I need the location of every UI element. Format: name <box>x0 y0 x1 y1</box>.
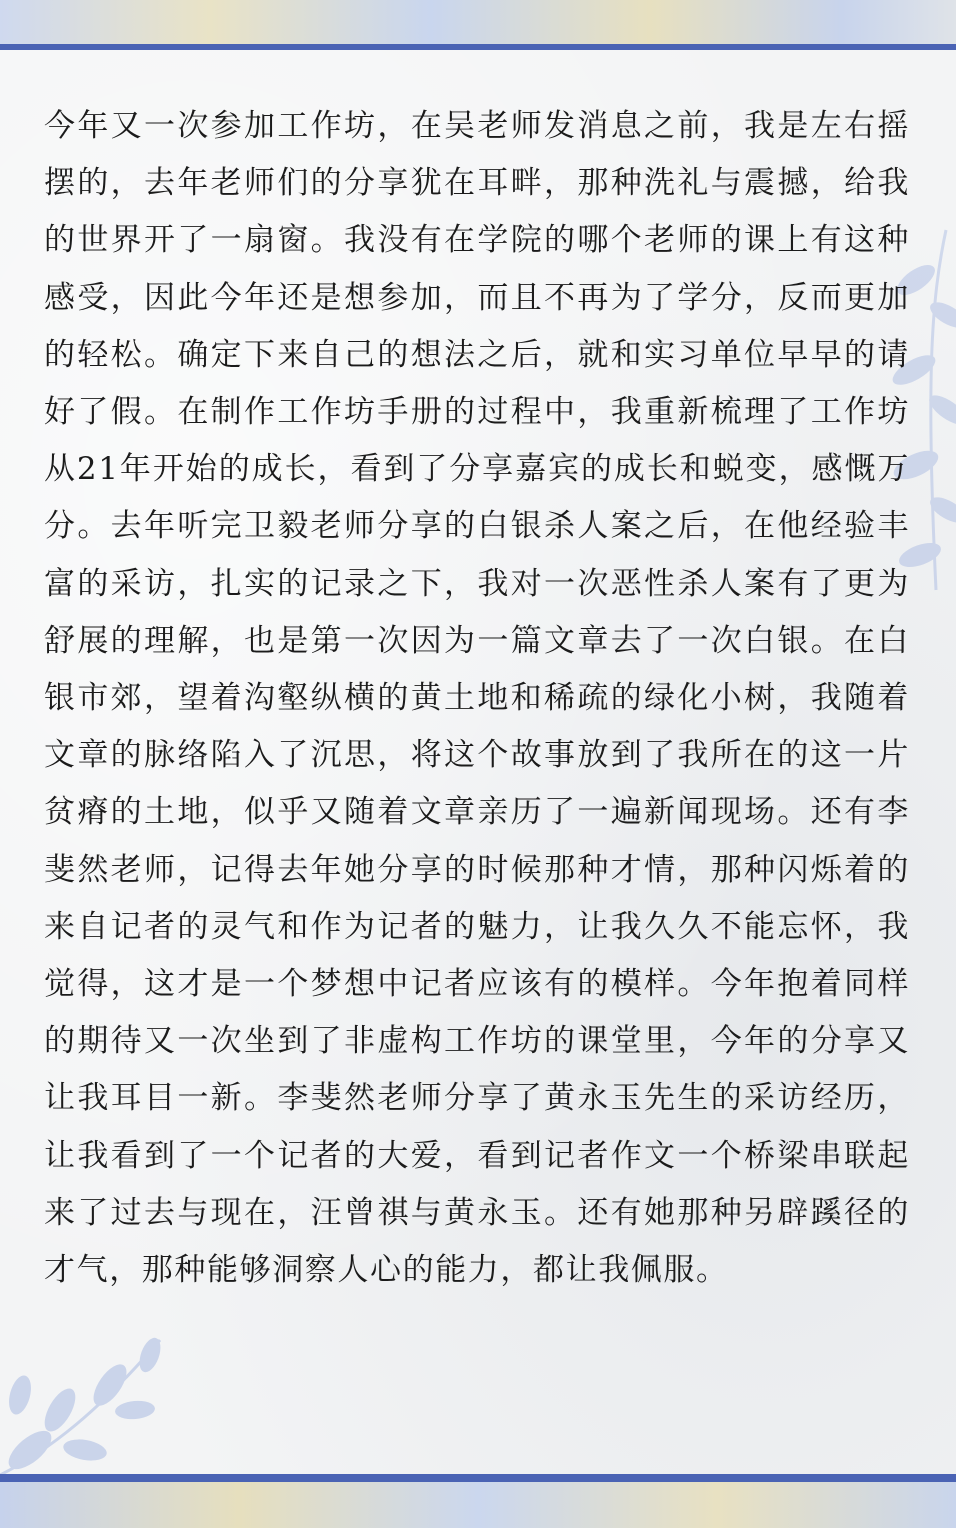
leaf-cluster-icon <box>0 1300 170 1490</box>
bottom-border-line <box>0 1474 956 1482</box>
bottom-decorative-band <box>0 1482 956 1528</box>
top-decorative-band <box>0 0 956 44</box>
article-paragraph: 今年又一次参加工作坊，在吴老师发消息之前，我是左右摇摆的，去年老师们的分享犹在耳畔，那种洗礼与震撼，给我的世界开了一扇窗。我没有在学院的哪个老师的课上有这种感受，因此今年还是想参加，而且不再为了学分，反而更加的轻松。确定下来自己的想法之后，就和实习单位早早的请好了假。在制作工作坊手册的过程中，我重新梳理了工作坊从21年开始的成长，看到了分享嘉宾的成长和蜕变，感慨万分。去年听完卫毅老师分享的白银杀人案之后，在他经验丰富的采访，扎实的记录之下，我对一次恶性杀人案有了更为舒展的理解，也是第一次因为一篇文章去了一次白银。在白银市郊，望着沟壑纵横的黄土地和稀疏的绿化小树，我随着文章的脉络陷入了沉思，将这个故事放到了我所在的这一片贫瘠的土地，似乎又随着文章亲历了一遍新闻现场。还有李斐然老师，记得去年她分享的时候那种才情，那种闪烁着的来自记者的灵气和作为记者的魅力，让我久久不能忘怀，我觉得，这才是一个梦想中记者应该有的模样。今年抱着同样的期待又一次坐到了非虚构工作坊的课堂里，今年的分享又让我耳目一新。李斐然老师分享了黄永玉先生的采访经历，让我看到了一个记者的大爱，看到记者作文一个桥梁串联起来了过去与现在，汪曾祺与黄永玉。还有她那种另辟蹊径的才气，那种能够洞察人心的能力，都让我佩服。 <box>44 108 910 1289</box>
